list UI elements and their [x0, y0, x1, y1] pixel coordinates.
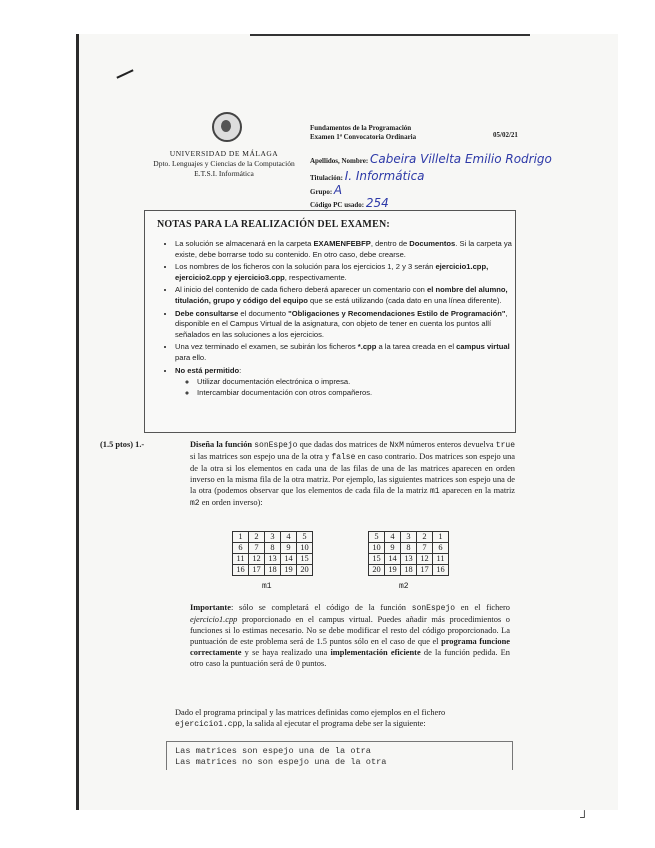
m2-cell: 15	[369, 554, 385, 565]
course-title: Fundamentos de la Programación	[310, 124, 412, 132]
exam-notes-box	[144, 210, 516, 433]
m2-row	[369, 565, 449, 576]
note-item: • La solución se almacenará en la carpeta EXAMENFEBFP, dentro de Documentos. Si la carpeta ya existe, debe borrarse todo su contenido. En otro caso, debe crearse.	[175, 239, 525, 260]
m2-cell: 10	[369, 543, 385, 554]
m2-cell: 3	[401, 532, 417, 543]
pc-value: 254	[365, 196, 389, 210]
m2-cell: 1	[433, 532, 449, 543]
university-block	[118, 149, 330, 179]
exam-date: 05/02/21	[493, 131, 518, 139]
m2-cell: 20	[369, 565, 385, 576]
university-seal-icon	[212, 112, 242, 142]
m1-cell: 13	[265, 554, 281, 565]
m1-row	[233, 532, 313, 543]
m1-cell: 9	[281, 543, 297, 554]
m2-cell: 6	[433, 543, 449, 554]
m1-cell: 8	[265, 543, 281, 554]
group-label: Grupo:	[310, 188, 333, 196]
m1-cell: 5	[297, 532, 313, 543]
m1-cell: 14	[281, 554, 297, 565]
name-field	[310, 152, 552, 166]
note-item: • Debe consultarse el documento "Obligaciones y Recomendaciones Estilo de Programación", disponible en el Campus Virtual de la asignatura, con objeto de tener en cuenta los puntos allí señalados en las soluciones a los ejercicios.	[175, 309, 525, 341]
m1-row	[233, 554, 313, 565]
pc-field	[310, 196, 389, 210]
m2-cell: 7	[417, 543, 433, 554]
notes-list	[159, 239, 525, 400]
degree-value: I. Informática	[344, 169, 425, 183]
m1-cell: 3	[265, 532, 281, 543]
output-line: Las matrices no son espejo una de la otra	[175, 757, 387, 767]
degree-field	[310, 169, 425, 183]
m2-cell: 4	[385, 532, 401, 543]
name-label: Apellidos, Nombre:	[310, 157, 369, 165]
m2-cell: 5	[369, 532, 385, 543]
m2-row	[369, 543, 449, 554]
pc-label: Código PC usado:	[310, 201, 365, 209]
matrix-m2-label: m2	[399, 582, 409, 591]
m1-cell: 15	[297, 554, 313, 565]
m2-cell: 8	[401, 543, 417, 554]
m1-cell: 1	[233, 532, 249, 543]
question-points: (1.5 ptos) 1.-	[100, 440, 145, 449]
m2-cell: 13	[401, 554, 417, 565]
matrix-m1	[232, 531, 313, 576]
m2-cell: 14	[385, 554, 401, 565]
university-name: UNIVERSIDAD DE MÁLAGA	[169, 149, 279, 158]
department-name: Dpto. Lenguajes y Ciencias de la Computación	[153, 159, 295, 168]
matrix-m2	[368, 531, 449, 576]
output-line: Las matrices son espejo una de la otra	[175, 746, 371, 756]
m2-cell: 11	[433, 554, 449, 565]
m1-cell: 6	[233, 543, 249, 554]
exam-header	[310, 124, 416, 142]
note-item: • Al inicio del contenido de cada fichero deberá aparecer un comentario con el nombre del alumno, titulación, grupo y código del equipo que se está utilizando (cada dato en una línea diferente).	[175, 285, 525, 306]
note-item: • No está permitido: ◦ Utilizar documentación electrónica o impresa. ◦ Intercambiar documentación con otros compañeros.	[175, 366, 525, 399]
note-item: • Los nombres de los ficheros con la solución para los ejercicios 1, 2 y 3 serán ejercicio1.cpp, ejercicio2.cpp y ejercicio3.cpp, respectivamente.	[175, 262, 525, 283]
name-value: Cabeira Villelta Emilio Rodrigo	[369, 152, 552, 166]
m2-row	[369, 554, 449, 565]
m1-cell: 19	[281, 565, 297, 576]
m1-cell: 7	[249, 543, 265, 554]
program-output-box	[166, 741, 513, 770]
group-field	[310, 183, 342, 197]
question-text: Diseña la función sonEspejo que dadas dos matrices de NxM números enteros devuelva true si las matrices son espejo una de la otra y false en caso contrario. Dos matrices son espejo una de la otra si los elementos en cada una de las filas de una de las matrices aparecen en orden inverso en la misma fila de la otra matriz. Por ejemplo, las siguientes matrices son espejo una de la otra (podemos observar que los elementos de cada fila de la matriz m1 aparecen en la matriz m2 en orden inverso):	[190, 440, 516, 508]
note-subitem: ◦ Utilizar documentación electrónica o impresa.	[197, 377, 547, 388]
m2-cell: 2	[417, 532, 433, 543]
page-left-edge	[76, 34, 79, 810]
degree-label: Titulación:	[310, 174, 343, 182]
page-top-edge	[250, 34, 530, 36]
m2-cell: 9	[385, 543, 401, 554]
corner-mark: ┘	[580, 810, 589, 824]
given-program-text: Dado el programa principal y las matrices definidas como ejemplos en el fichero ejercicio1.cpp, la salida al ejecutar el programa debe ser la siguiente:	[175, 708, 446, 729]
m1-cell: 16	[233, 565, 249, 576]
notes-title: NOTAS PARA LA REALIZACIÓN DEL EXAMEN:	[157, 219, 390, 230]
m2-cell: 12	[417, 554, 433, 565]
note-subitem: ◦ Intercambiar documentación con otros compañeros.	[197, 388, 547, 399]
note-item: • Una vez terminado el examen, se subirán los ficheros *.cpp a la tarea creada en el campus virtual para ello.	[175, 342, 525, 363]
m2-cell: 17	[417, 565, 433, 576]
m2-cell: 19	[385, 565, 401, 576]
group-value: A	[333, 183, 343, 197]
m2-row	[369, 532, 449, 543]
notes-sublist	[175, 377, 547, 398]
m1-cell: 4	[281, 532, 297, 543]
exam-title: Examen 1ª Convocatoria Ordinaria	[310, 133, 417, 141]
school-name: E.T.S.I. Informática	[194, 169, 254, 178]
m1-row	[233, 543, 313, 554]
m1-cell: 11	[233, 554, 249, 565]
m1-cell: 20	[297, 565, 313, 576]
matrix-m1-label: m1	[262, 582, 272, 591]
m2-cell: 16	[433, 565, 449, 576]
m1-cell: 17	[249, 565, 265, 576]
m1-row	[233, 565, 313, 576]
important-note: Importante: sólo se completará el código de la función sonEspejo en el fichero ejercicio1.cpp proporcionado en el campus virtual. Puedes añadir más procedimientos o funciones si lo estimas necesario. No se debe modificar el resto del código proporcionado. La puntuación de este problema será de 1.5 puntos sólo en el caso de que el programa funcione correctamente y se haya realizado una implementación eficiente de la función pedida. En otro caso la puntuación será de 0 puntos.	[190, 603, 510, 668]
m1-cell: 2	[249, 532, 265, 543]
m1-cell: 12	[249, 554, 265, 565]
m1-cell: 10	[297, 543, 313, 554]
m1-cell: 18	[265, 565, 281, 576]
m2-cell: 18	[401, 565, 417, 576]
